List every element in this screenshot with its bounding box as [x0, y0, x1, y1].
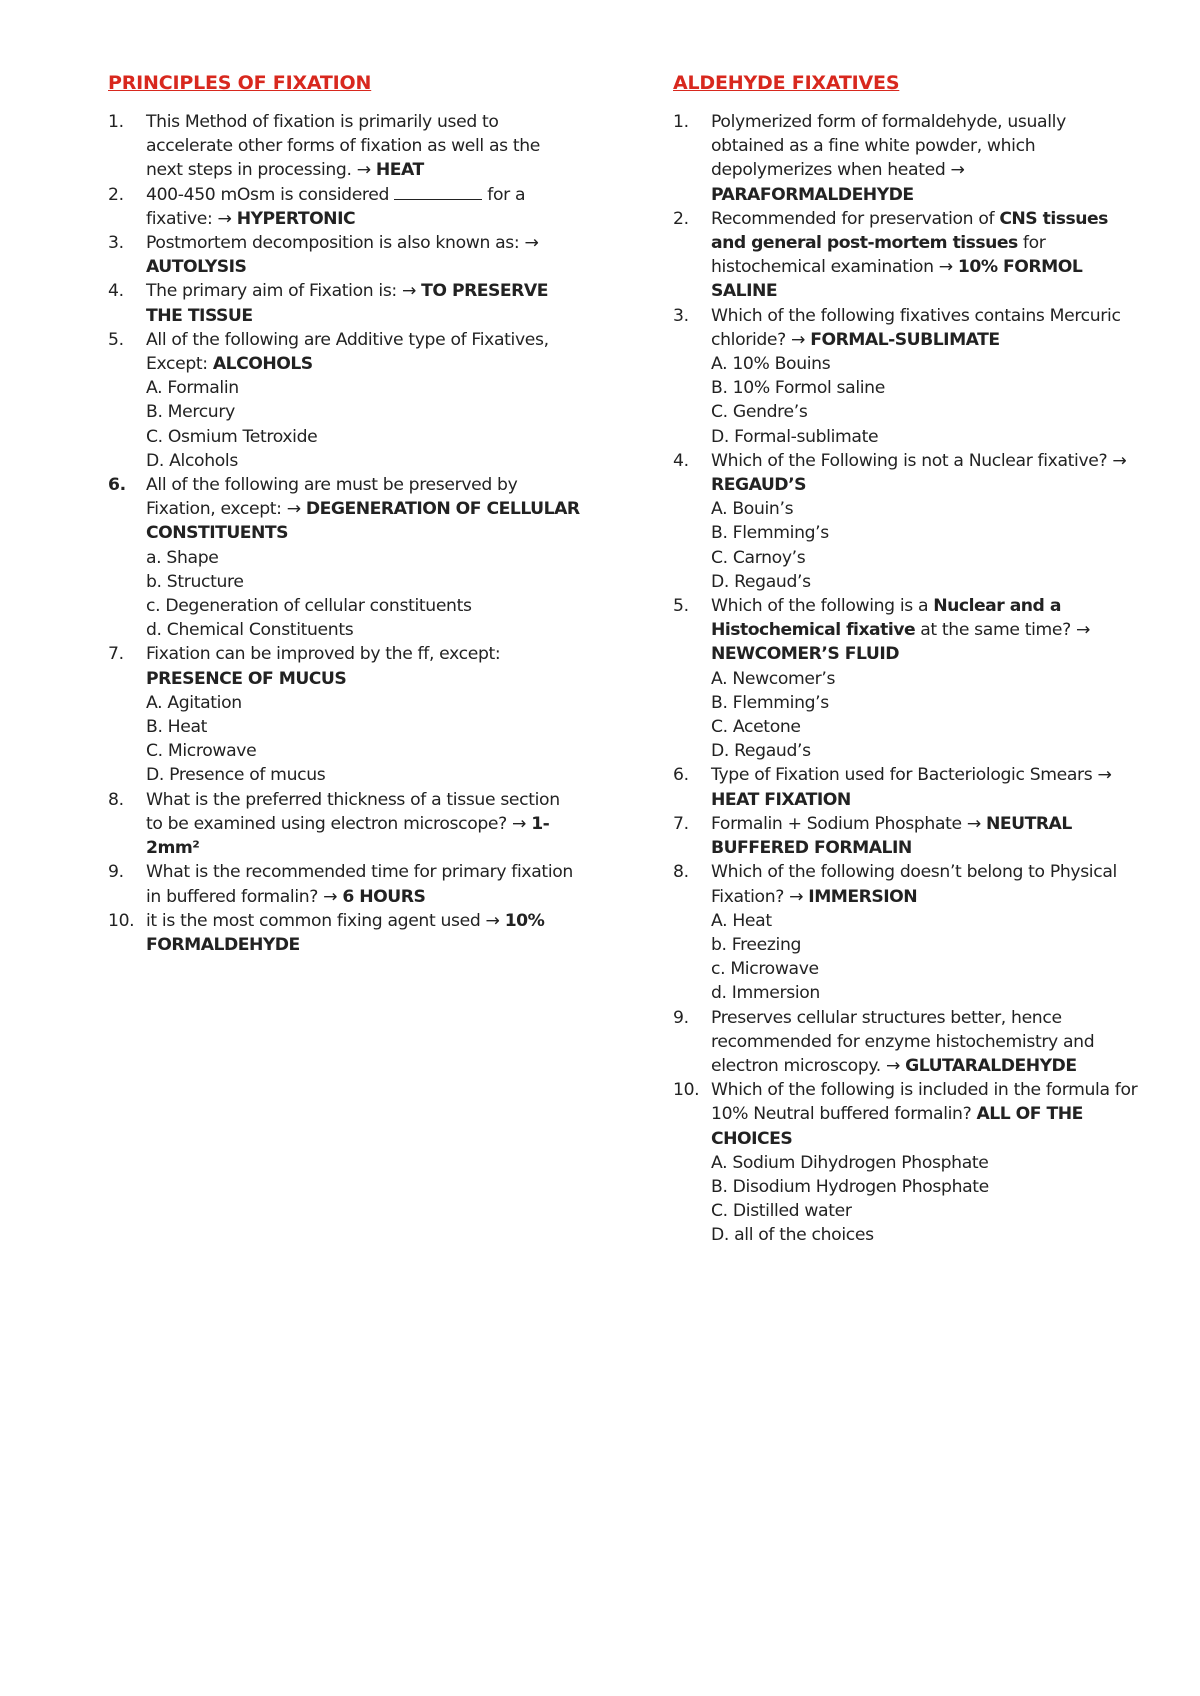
- answer-option: d. Immersion: [711, 983, 820, 1004]
- question-item: [108, 110, 580, 183]
- question-item: [673, 594, 1141, 763]
- answer-text: PRESENCE OF MUCUS: [146, 668, 347, 689]
- question-item: [673, 812, 1141, 860]
- question-text: This Method of fixation is primarily used to accelerate other forms of fixation as well as the next steps in processing. →: [146, 112, 541, 181]
- answer-text: ALCOHOLS: [212, 354, 313, 375]
- answer-option: b. Freezing: [711, 934, 802, 955]
- answer-text: HYPERTONIC: [236, 208, 356, 229]
- question-item: [673, 1078, 1141, 1247]
- question-text: Which of the following fixatives contains Mercuric chloride? →: [711, 305, 1121, 350]
- question-item: [673, 449, 1141, 594]
- question-number: 1.: [673, 112, 689, 132]
- question-number: 2.: [108, 184, 124, 205]
- answer-option: A. Bouin’s: [711, 499, 794, 520]
- question-text: Polymerized form of formaldehyde, usually obtained as a fine white powder, which depolymerizes when heated →: [711, 112, 1066, 181]
- answer-option: A. 10% Bouins: [711, 354, 831, 375]
- answer-option: D. all of the choices: [711, 1225, 874, 1246]
- answer-option: B. Mercury: [146, 402, 235, 423]
- question-number: 3.: [673, 305, 689, 326]
- answer-option: A. Newcomer’s: [711, 668, 836, 689]
- question-number: 7.: [108, 644, 124, 665]
- answer-option: D. Regaud’s: [711, 571, 811, 592]
- question-number: 1.: [108, 112, 124, 132]
- answer-option: B. Heat: [146, 717, 208, 738]
- question-text: Which of the Following is not a Nuclear fixative? →: [711, 450, 1127, 471]
- question-item: [108, 231, 580, 279]
- question-number: 4.: [673, 450, 689, 471]
- question-number: 9.: [108, 862, 124, 883]
- section-heading: PRINCIPLES OF FIXATION: [108, 72, 372, 94]
- answer-blank: [394, 184, 482, 200]
- question-item: [673, 1006, 1141, 1079]
- answer-option: A. Agitation: [146, 692, 242, 713]
- answer-option: C. Carnoy’s: [711, 547, 806, 568]
- question-text: All of the following are must be preserved by Fixation, except: →: [146, 475, 518, 520]
- question-item: [108, 183, 580, 231]
- answer-option: C. Microwave: [146, 741, 257, 762]
- answer-text: 10% FORMOL SALINE: [711, 257, 1083, 302]
- question-number: 5.: [108, 329, 124, 350]
- answer-text: ALL OF THE CHOICES: [711, 1104, 1083, 1149]
- answer-text: PARAFORMALDEHYDE: [711, 184, 914, 205]
- answer-text: AUTOLYSIS: [146, 257, 247, 278]
- question-number: 3.: [108, 233, 124, 254]
- question-item: [108, 909, 580, 957]
- answer-option: a. Shape: [146, 547, 219, 568]
- question-text: Which of the following is a: [711, 596, 934, 617]
- question-text: Postmortem decomposition is also known as: →: [146, 233, 539, 254]
- answer-option: c. Microwave: [711, 959, 819, 980]
- answer-option: A. Sodium Dihydrogen Phosphate: [711, 1152, 989, 1173]
- question-text: Preserves cellular structures better, hence recommended for enzyme histochemistry and electron microscopy. →: [711, 1007, 1095, 1076]
- question-number: 8.: [108, 789, 124, 810]
- question-item: [673, 763, 1141, 811]
- question-number: 9.: [673, 1007, 689, 1028]
- emphasis-text: CNS tissues and general post-mortem tissues: [711, 208, 1108, 254]
- answer-option: A. Formalin: [146, 378, 239, 399]
- question-number: 2.: [673, 208, 689, 229]
- question-list: [108, 110, 580, 957]
- question-number: 6.: [673, 765, 689, 786]
- question-text: at the same time? →: [915, 620, 1091, 641]
- question-text: it is the most common fixing agent used →: [146, 910, 505, 931]
- answer-text: REGAUD’S: [711, 475, 806, 496]
- question-item: [673, 110, 1141, 207]
- answer-text: 1-2mm²: [146, 813, 550, 859]
- question-text: for histochemical examination →: [711, 233, 1046, 278]
- answer-text: NEUTRAL BUFFERED FORMALIN: [711, 813, 1072, 859]
- question-item: [108, 860, 580, 908]
- question-item: [108, 642, 580, 787]
- answer-option: C. Osmium Tetroxide: [146, 426, 318, 447]
- answer-option: C. Gendre’s: [711, 402, 808, 423]
- question-item: [108, 279, 580, 327]
- answer-text: GLUTARALDEHYDE: [905, 1055, 1077, 1076]
- question-text: What is the recommended time for primary fixation in buffered formalin? →: [146, 862, 573, 907]
- answer-option: D. Formal-sublimate: [711, 426, 879, 447]
- question-list: [673, 110, 1141, 1248]
- question-item: [108, 788, 580, 861]
- question-text: The primary aim of Fixation is: →: [146, 281, 422, 302]
- question-text: 400-450 mOsm is considered: [146, 184, 395, 205]
- answer-text: TO PRESERVE THE TISSUE: [146, 281, 548, 326]
- question-number: 10.: [108, 910, 135, 931]
- question-number: 4.: [108, 281, 124, 302]
- answer-text: NEWCOMER’S FLUID: [711, 644, 899, 665]
- question-item: [673, 304, 1141, 449]
- question-text: All of the following are Additive type of Fixatives, Except:: [146, 329, 549, 375]
- question-number: 10.: [673, 1080, 700, 1101]
- answer-text: HEAT FIXATION: [711, 789, 851, 810]
- answer-text: 6 HOURS: [342, 886, 426, 907]
- answer-option: D. Alcohols: [146, 450, 238, 471]
- answer-text: DEGENERATION OF CELLULAR CONSTITUENTS: [146, 499, 580, 544]
- answer-option: A. Heat: [711, 910, 772, 931]
- answer-option: B. 10% Formol saline: [711, 378, 885, 399]
- question-number: 5.: [673, 596, 689, 617]
- question-item: [108, 473, 580, 642]
- question-item: [108, 328, 580, 473]
- question-text: Formalin + Sodium Phosphate →: [711, 813, 987, 834]
- emphasis-text: Nuclear and a Histochemical fixative: [711, 596, 1061, 641]
- question-number: 8.: [673, 862, 689, 883]
- answer-option: B. Flemming’s: [711, 523, 829, 544]
- answer-option: B. Flemming’s: [711, 692, 829, 713]
- question-text: Which of the following is included in the formula for 10% Neutral buffered formalin?: [711, 1080, 1138, 1125]
- question-text: Recommended for preservation of: [711, 208, 1000, 229]
- left-column: [108, 72, 580, 957]
- question-text: Which of the following doesn’t belong to Physical Fixation? →: [711, 862, 1117, 907]
- right-column: [673, 72, 1141, 1248]
- answer-option: D. Presence of mucus: [146, 765, 326, 786]
- answer-option: D. Regaud’s: [711, 741, 811, 762]
- answer-option: C. Acetone: [711, 717, 801, 738]
- answer-text: 10% FORMALDEHYDE: [146, 910, 545, 955]
- answer-option: d. Chemical Constituents: [146, 620, 354, 641]
- answer-text: FORMAL-SUBLIMATE: [810, 329, 1000, 350]
- question-item: [673, 860, 1141, 1005]
- question-item: [673, 207, 1141, 304]
- question-number: 7.: [673, 813, 689, 834]
- answer-option: b. Structure: [146, 571, 244, 592]
- question-number: 6.: [108, 475, 126, 496]
- question-text: Fixation can be improved by the ff, except:: [146, 644, 501, 665]
- answer-option: C. Distilled water: [711, 1201, 852, 1222]
- answer-option: c. Degeneration of cellular constituents: [146, 596, 472, 617]
- question-text: for a fixative: →: [146, 184, 526, 229]
- section-heading: ALDEHYDE FIXATIVES: [673, 72, 900, 94]
- answer-text: HEAT: [375, 160, 424, 181]
- question-text: What is the preferred thickness of a tissue section to be examined using electron microscope? →: [146, 789, 560, 834]
- answer-option: B. Disodium Hydrogen Phosphate: [711, 1176, 989, 1197]
- answer-text: IMMERSION: [808, 886, 918, 907]
- question-text: Type of Fixation used for Bacteriologic Smears →: [711, 765, 1112, 786]
